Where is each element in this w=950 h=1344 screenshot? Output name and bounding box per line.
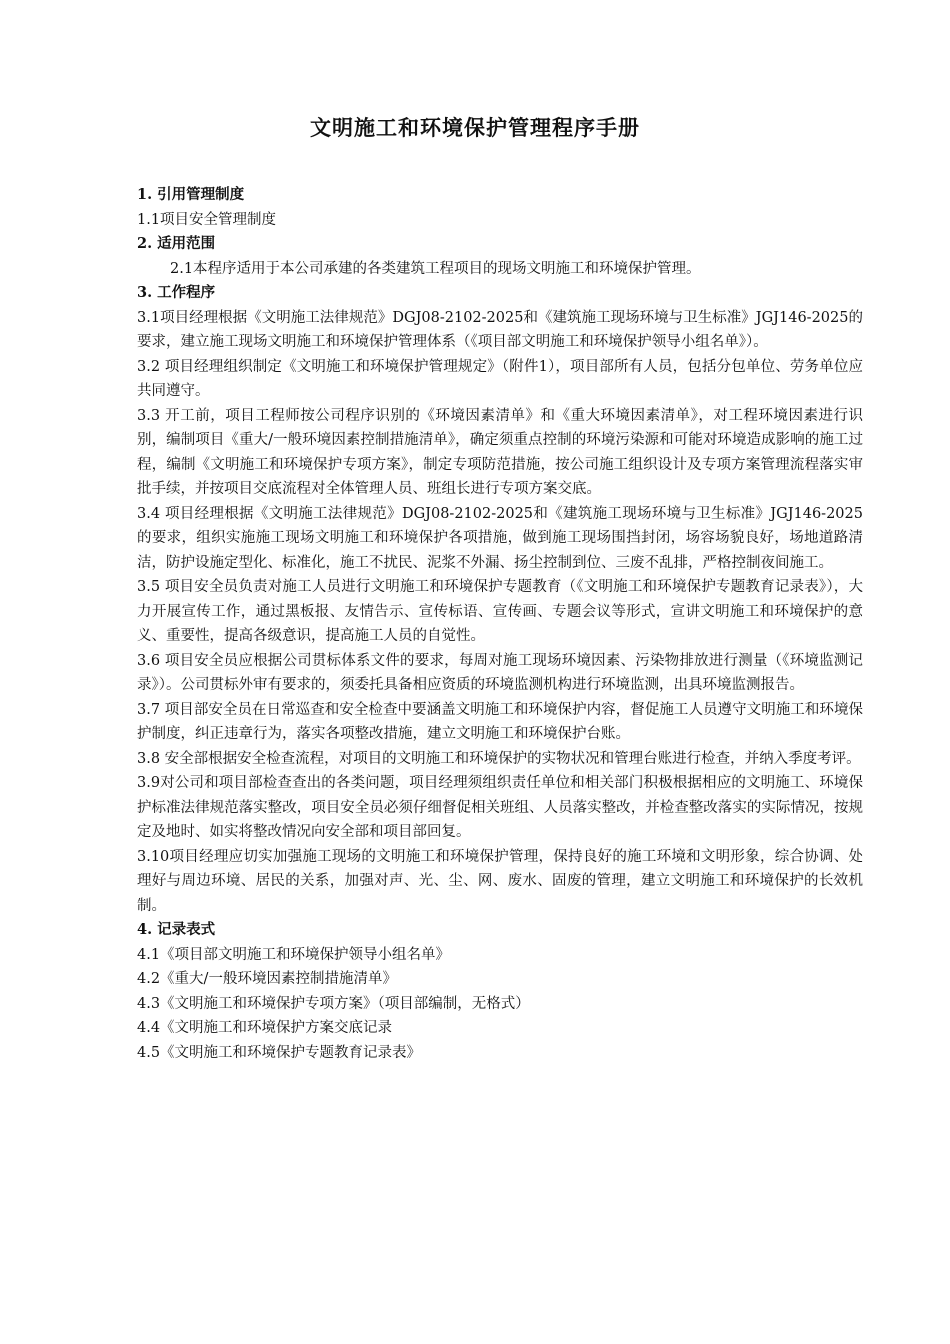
section-4-heading: 4. 记录表式 <box>137 921 216 938</box>
paragraph-2-1: 2.1本程序适用于本公司承建的各类建筑工程项目的现场文明施工和环境保护管理。 <box>170 260 701 277</box>
paragraph-3-1: 3.1项目经理根据《文明施工法律规范》DGJ08-2102-2025和《建筑施工现场环境与卫生标准》JGJ146-2025的要求，建立施工现场文明施工和环境保护管理体系（《项目部文明施工和环境保护领导小组名单》）。 <box>137 309 863 350</box>
document-title: 文明施工和环境保护管理程序手册 <box>310 115 640 140</box>
record-item-4-4: 4.4《文明施工和环境保护方案交底记录 <box>137 1020 393 1036</box>
paragraph-3-5: 3.5 项目安全员负责对施工人员进行文明施工和环境保护专题教育（《文明施工和环境保护专题教育记录表》），大力开展宣传工作，通过黑板报、友情告示、宣传标语、宣传画、专题会议等形式，宣讲文明施工和环境保护的意义、重要性，提高各级意识，提高施工人员的自觉性。 <box>137 579 863 644</box>
paragraph-3-7: 3.7 项目部安全员在日常巡查和安全检查中要涵盖文明施工和环境保护内容，督促施工人员遵守文明施工和环境保护制度，纠正违章行为，落实各项整改措施，建立文明施工和环境保护台账。 <box>137 701 863 742</box>
paragraph-3-3: 3.3 开工前，项目工程师按公司程序识别的《环境因素清单》和《重大环境因素清单》，对工程环境因素进行识别，编制项目《重大/一般环境因素控制措施清单》，确定须重点控制的环境污染源和可能对环境造成影响的施工过程，编制《文明施工和环境保护专项方案》，制定专项防范措施，按公司施工组织设计及专项方案管理流程落实审批手续，并按项目交底流程对全体管理人员、班组长进行专项方案交底。 <box>137 407 863 497</box>
paragraph-3-9: 3.9对公司和项目部检查查出的各类问题，项目经理须组织责任单位和相关部门积极根据相应的文明施工、环境保护标准法律规范落实整改，项目安全员必须仔细督促相关班组、人员落实整改，并检查整改落实的实际情况，按规定及地时、如实将整改情况向安全部和项目部回复。 <box>137 775 863 840</box>
paragraph-3-8: 3.8 安全部根据安全检查流程，对项目的文明施工和环境保护的实物状况和管理台账进行检查，并纳入季度考评。 <box>137 750 861 767</box>
record-item-4-1: 4.1《项目部文明施工和环境保护领导小组名单》 <box>137 946 451 963</box>
paragraph-3-10: 3.10项目经理应切实加强施工现场的文明施工和环境保护管理，保持良好的施工环境和文明形象，综合协调、处理好与周边环境、居民的关系，加强对声、光、尘、网、废水、固废的管理，建立文明施工和环境保护的长效机制。 <box>137 848 863 914</box>
paragraph-1-1: 1.1项目安全管理制度 <box>137 211 277 228</box>
section-3-heading: 3. 工作程序 <box>137 284 216 301</box>
record-item-4-2: 4.2《重大/一般环境因素控制措施清单》 <box>137 971 397 987</box>
record-item-4-5: 4.5《文明施工和环境保护专题教育记录表》 <box>137 1044 422 1061</box>
paragraph-3-4: 3.4 项目经理根据《文明施工法律规范》DGJ08-2102-2025和《建筑施工现场环境与卫生标准》JGJ146-2025的要求，组织实施施工现场文明施工和环境保护各项措施，做到施工现场围挡封闭，场容场貌良好，场地道路清洁，防护设施定型化、标准化，施工不扰民、泥浆不外漏、扬尘控制到位、三废不乱排，严格控制夜间施工。 <box>137 505 863 571</box>
document-body <box>137 183 863 1065</box>
section-1-heading: 1. 引用管理制度 <box>137 186 245 203</box>
paragraph-3-6: 3.6 项目安全员应根据公司贯标体系文件的要求，每周对施工现场环境因素、污染物排放进行测量（《环境监测记录》）。公司贯标外审有要求的，须委托具备相应资质的环境监测机构进行环境监测，出具环境监测报告。 <box>137 652 863 693</box>
paragraph-3-2: 3.2 项目经理组织制定《文明施工和环境保护管理规定》（附件1），项目部所有人员，包括分包单位、劳务单位应共同遵守。 <box>137 358 863 399</box>
record-item-4-3: 4.3《文明施工和环境保护专项方案》（项目部编制，无格式） <box>137 995 530 1012</box>
section-2-heading: 2. 适用范围 <box>137 235 216 252</box>
